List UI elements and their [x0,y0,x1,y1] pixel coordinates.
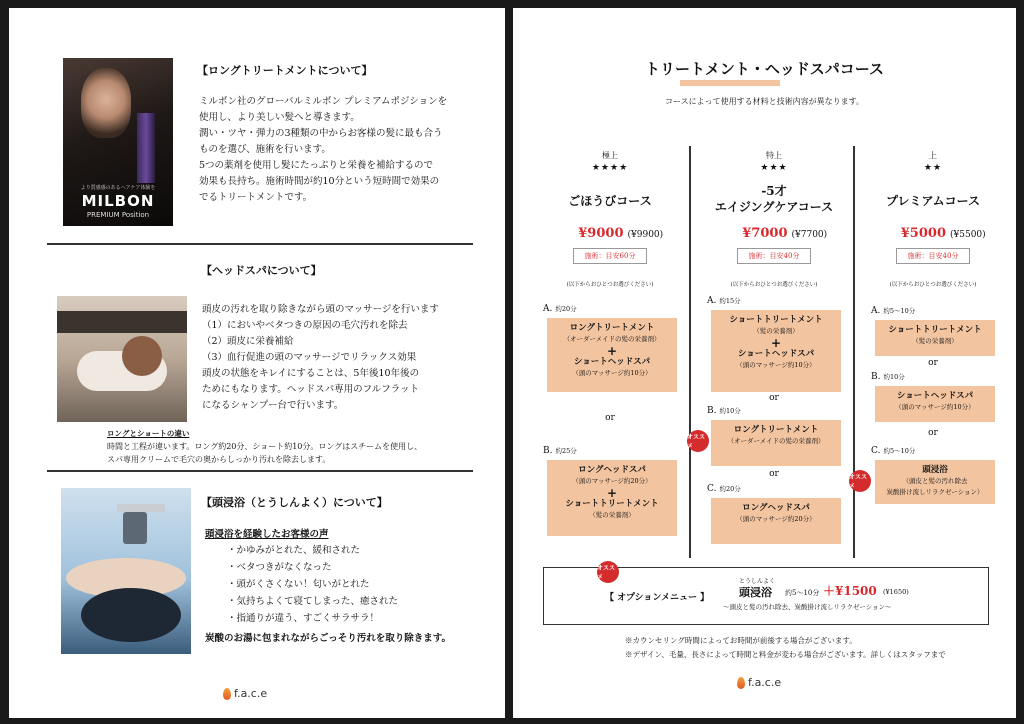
stylist-image [122,336,162,376]
option-item-desc: （頭皮と髪の汚れ除去 [902,477,968,485]
course-time: 施術：目安60分 [573,248,647,264]
text-line: ・気持ちよくて寝てしまった、癒された [227,596,399,607]
option-time: 約20分 [719,485,741,493]
option-item-desc: 炭酸掛け流しリラクゼーション） [886,488,984,496]
milbon-product-photo [63,58,173,226]
course-time: 施術：目安40分 [896,248,970,264]
course-name: プレミアムコース [885,194,981,208]
option-menu-label: 【 オプションメニュー 】 [605,593,710,603]
option-item-desc: （オーダーメイドの髪の栄養剤） [727,437,825,445]
course-rank: 特上 [766,151,782,160]
course-stars: ★★★★ [591,163,629,173]
text-line: でるトリートメントです。 [199,192,313,203]
option-item-desc: （頭のマッサージ約10分） [572,369,652,377]
toshinyoku-photo [61,488,191,654]
toshinyoku-closing: 炭酸のお湯に包まれながらごっそり汚れを取り除きます。 [205,633,452,644]
course-option-header [543,446,577,456]
text-line: 効果も長持ち。施術時間が約10分という短時間で効果の [199,176,440,187]
option-item-desc: （髪の栄養剤） [753,327,799,335]
option-item-desc: （頭のマッサージ約20分） [572,477,652,485]
text-line: ためにもなります。ヘッドスパ専用のフルフラット [202,384,420,395]
text-line: ・ベタつきがなくなった [227,562,332,573]
title-highlight [680,80,780,86]
course-option-box [875,320,995,356]
course-rank: 上 [929,151,937,160]
option-letter: C. [707,484,717,494]
option-time: 約15分 [719,297,741,305]
text-line: （1）においやベタつきの原因の毛穴汚れを除去 [202,320,408,331]
course-name-line2: エイジングケアコース [714,200,834,214]
face-logo [737,676,781,689]
option-time: 約5～10分 [883,307,916,315]
text-line: ミルボン社のグローバルミルボン プレミアムポジションを [199,96,448,107]
course-option-header [871,446,915,456]
text-line: 5つの薬剤を使用し髪にたっぷりと栄養を補給するので [199,160,434,171]
option-time: 約10分 [719,407,741,415]
text-line: （3）血行促進の頭のマッサージでリラックス効果 [202,352,417,363]
flame-icon [737,677,745,689]
option-letter: A. [543,304,553,314]
option-item-desc: （頭のマッサージ約20分） [736,515,816,523]
basin-image [81,588,181,642]
course-pick-note: (以下からおひとつお選びください) [566,282,654,288]
text-line: ※デザイン、毛量、長さによって時間と料金が変わる場合がございます。詳しくはスタッフまで [625,650,946,659]
text-line: になるシャンプー台で行います。 [202,400,344,411]
course-option-header [707,406,741,416]
option-item-desc: （頭のマッサージ約10分） [895,403,975,411]
course-option-box [547,318,677,392]
head-spa-heading: 【ヘッドスパについて】 [201,264,322,277]
option-item-name: ショートトリートメント [565,499,659,509]
option-item-name: ショートヘッドスパ [737,349,815,359]
text-line: ・かゆみがとれた、緩和された [227,545,361,556]
column-divider [853,146,855,558]
page-title: トリートメント・ヘッドスパコース [645,60,884,78]
text-line: ものを選び、施術を行います。 [199,144,331,155]
option-desc: ～頭皮と髪の汚れ除去、炭酸掛け流しリラクゼーション～ [723,603,892,611]
option-item-name: ロングトリートメント [569,323,655,333]
shelf-image [57,311,187,333]
logo-text: f.a.c.e [234,687,268,700]
course-option-box [547,460,677,536]
text-line: （2）頭皮に栄養補給 [202,336,294,347]
course-option-header [707,484,741,494]
or-label: or [605,413,615,423]
course-rank: 極上 [602,151,618,160]
option-ruby: とうしんよく [739,578,776,585]
text-line: ・頭がくさくない！匂いがとれた [227,579,370,590]
text-line: ※カウンセリング時間によってお時間が前後する場合がございます。 [625,636,857,645]
text-line: ・指通りが違う、すごくサラサラ！ [227,613,380,624]
course-pick-note: (以下からおひとつお選びください) [889,282,977,288]
option-time: 約25分 [555,447,577,455]
course-pick-note: (以下からおひとつお選びください) [730,282,818,288]
option-letter: B. [707,406,717,416]
option-price-tax: (¥1650) [883,588,909,596]
column-divider [689,146,691,558]
divider [47,243,473,245]
course-price-tax: (¥9900) [627,230,664,240]
or-label: or [928,428,938,438]
right-page [513,8,1016,718]
option-letter: C. [871,446,881,456]
option-item-name: ロングトリートメント [733,425,819,435]
toshinyoku-heading: 【頭浸浴（とうしんよく）について】 [201,496,388,509]
option-item-name: ショートヘッドスパ [896,391,974,401]
divider [47,470,473,472]
text-line: 頭皮の汚れを取り除きながら頭のマッサージを行います [202,304,439,315]
customer-voice-title: 頭浸浴を経験したお客様の声 [205,529,329,540]
option-price: ＋¥1500 [823,584,877,598]
course-price: ¥5000 [900,226,946,241]
faucet-arm-image [117,504,165,512]
face-logo [223,687,267,700]
plus-sign: + [606,344,618,358]
course-option-box [711,420,841,466]
footnotes [625,634,1005,662]
course-option-header [871,372,905,382]
faucet-image [123,512,147,544]
plus-sign: + [606,486,618,500]
option-item-desc: （髪の栄養剤） [912,337,958,345]
option-item-name: ロングヘッドスパ [742,503,810,513]
course-option-header [871,306,915,316]
milbon-tagline: より質感感のあるヘアケア体験を [80,185,156,191]
option-item-name: ショートトリートメント [729,315,823,325]
long-treatment-text [199,94,489,206]
option-letter: A. [871,306,881,316]
text-line: 頭皮の状態をキレイにすることは、5年後10年後の [202,368,420,379]
course-price: ¥9000 [578,226,624,241]
option-time: 約20分 [555,305,577,313]
logo-text: f.a.c.e [748,676,782,689]
option-item-desc: （頭のマッサージ約10分） [736,361,816,369]
option-item-name: ショートトリートメント [888,325,982,335]
customer-voice-list [227,542,487,627]
course-price-tax: (¥7700) [791,230,828,240]
option-letter: A. [707,296,717,306]
left-page [9,8,505,718]
head-spa-text [202,302,492,414]
option-letter: B. [871,372,881,382]
course-price-tax: (¥5500) [950,230,986,240]
option-item-name: ショートヘッドスパ [573,357,651,367]
option-time: 約5～10分 [785,589,820,597]
option-time: 約5～10分 [883,447,916,455]
head-spa-photo [57,296,187,422]
page-subtitle: コースによって使用する材料と技術内容が異なります。 [665,97,864,106]
text-line: 使用し、より美しい髪へと導きます。 [199,112,360,123]
course-option-header [707,296,741,306]
long-short-diff-text [107,440,487,466]
option-item-desc: （オーダーメイドの髪の栄養剤） [563,335,661,343]
or-label: or [928,358,938,368]
recommend-badge: オススメ [687,430,709,452]
recommend-badge: オススメ [849,470,871,492]
recommend-badge: オススメ [597,561,619,583]
milbon-brand: MILBON [81,192,155,210]
course-name: -5才 [761,184,787,198]
option-letter: B. [543,446,553,456]
course-price: ¥7000 [742,226,788,241]
course-option-box [711,498,841,544]
option-item-name: ロングヘッドスパ [578,465,646,475]
text-line: スパ専用クリームで毛穴の奥からしっかり汚れを除去します。 [107,455,331,464]
course-option-box [875,386,995,422]
product-bottle-image [137,113,155,183]
long-short-diff-title: ロングとショートの違い [107,429,190,438]
course-option-box [711,310,841,392]
option-name: 頭浸浴 [739,586,772,599]
course-name: ごほうびコース [568,194,652,208]
course-stars: ★★ [923,163,943,173]
long-treatment-heading: 【ロングトリートメントについて】 [197,64,373,77]
option-item-name: 頭浸浴 [922,465,948,475]
course-time: 施術：目安40分 [737,248,811,264]
or-label: or [769,393,779,403]
milbon-sub: PREMIUM Position [86,211,150,219]
option-item-desc: （髪の栄養剤） [589,511,635,519]
text-line: 時間と工程が違います。ロング約20分、ショート約10分。ロングはスチームを使用し、 [107,442,423,451]
course-option-box [875,460,995,504]
or-label: or [769,469,779,479]
course-option-header [543,304,577,314]
flame-icon [223,688,231,700]
model-face-image [81,68,131,138]
option-time: 約10分 [883,373,905,381]
course-stars: ★★★ [760,163,788,173]
plus-sign: + [770,336,782,350]
text-line: 潤い・ツヤ・弾力の3種類の中からお客様の髪に最も合う [199,128,443,139]
